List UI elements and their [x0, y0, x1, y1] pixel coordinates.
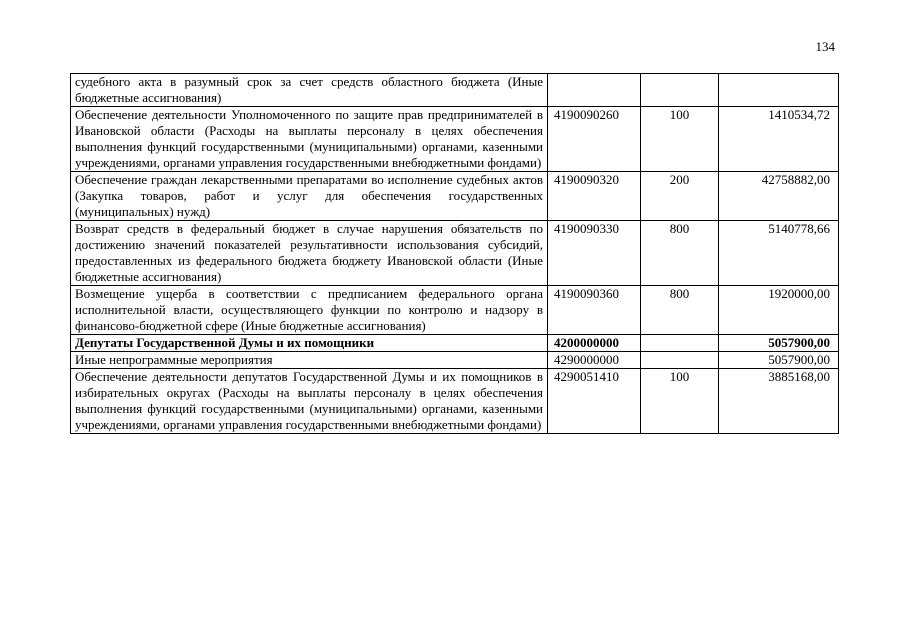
table-row: [71, 74, 839, 107]
table-row: [71, 107, 839, 172]
row-description: судебного акта в разумный срок за счет средств областного бюджета (Иные бюджетные ассигнования): [71, 74, 548, 107]
table-row: [71, 221, 839, 286]
table-row: [71, 286, 839, 335]
row-amount: 3885168,00: [719, 369, 839, 434]
row-code: 4290000000: [548, 352, 641, 369]
row-expense-type: [641, 335, 719, 352]
row-code: 4190090360: [548, 286, 641, 335]
row-expense-type: [641, 74, 719, 107]
row-amount: 5057900,00: [719, 335, 839, 352]
budget-table-body: [71, 74, 839, 434]
row-code: 4190090330: [548, 221, 641, 286]
table-row: [71, 369, 839, 434]
row-code: 4190090320: [548, 172, 641, 221]
row-code: 4190090260: [548, 107, 641, 172]
row-description: Возврат средств в федеральный бюджет в случае нарушения обязательств по достижению значений показателей результативности использования субсидий, предоставленных из федерального бюджета бюджету Ивановской области (Иные бюджетные ассигнования): [71, 221, 548, 286]
table-row-section-header: [71, 335, 839, 352]
row-description: Обеспечение деятельности депутатов Государственной Думы и их помощников в избирательных округах (Расходы на выплаты персоналу в целях обеспечения выполнения функций государственными (муниципальными) органами, казенными учреждениями, органами управления государственными внебюджетными фондами): [71, 369, 548, 434]
row-expense-type: 100: [641, 369, 719, 434]
table-row: [71, 352, 839, 369]
row-code: 4290051410: [548, 369, 641, 434]
row-description: Депутаты Государственной Думы и их помощники: [71, 335, 548, 352]
row-description: Возмещение ущерба в соответствии с предписанием федерального органа исполнительной власти, осуществляющего функции по контролю и надзору в финансово-бюджетной сфере (Иные бюджетные ассигнования): [71, 286, 548, 335]
row-amount: 42758882,00: [719, 172, 839, 221]
row-expense-type: [641, 352, 719, 369]
row-amount: 1920000,00: [719, 286, 839, 335]
row-amount: 5057900,00: [719, 352, 839, 369]
row-description: Обеспечение деятельности Уполномоченного по защите прав предпринимателей в Ивановской области (Расходы на выплаты персоналу в целях обеспечения выполнения функций государственными (муниципальными) органами, казенными учреждениями, органами управления государственными внебюджетными фондами): [71, 107, 548, 172]
row-amount: 5140778,66: [719, 221, 839, 286]
row-amount: 1410534,72: [719, 107, 839, 172]
row-description: Обеспечение граждан лекарственными препаратами во исполнение судебных актов (Закупка товаров, работ и услуг для обеспечения государственных (муниципальных) нужд): [71, 172, 548, 221]
row-expense-type: 800: [641, 286, 719, 335]
row-expense-type: 800: [641, 221, 719, 286]
row-amount: [719, 74, 839, 107]
row-code: 4200000000: [548, 335, 641, 352]
table-row: [71, 172, 839, 221]
row-code: [548, 74, 641, 107]
row-expense-type: 200: [641, 172, 719, 221]
page-number: 134: [815, 39, 835, 54]
row-expense-type: 100: [641, 107, 719, 172]
budget-table: [70, 73, 839, 434]
row-description: Иные непрограммные мероприятия: [71, 352, 548, 369]
